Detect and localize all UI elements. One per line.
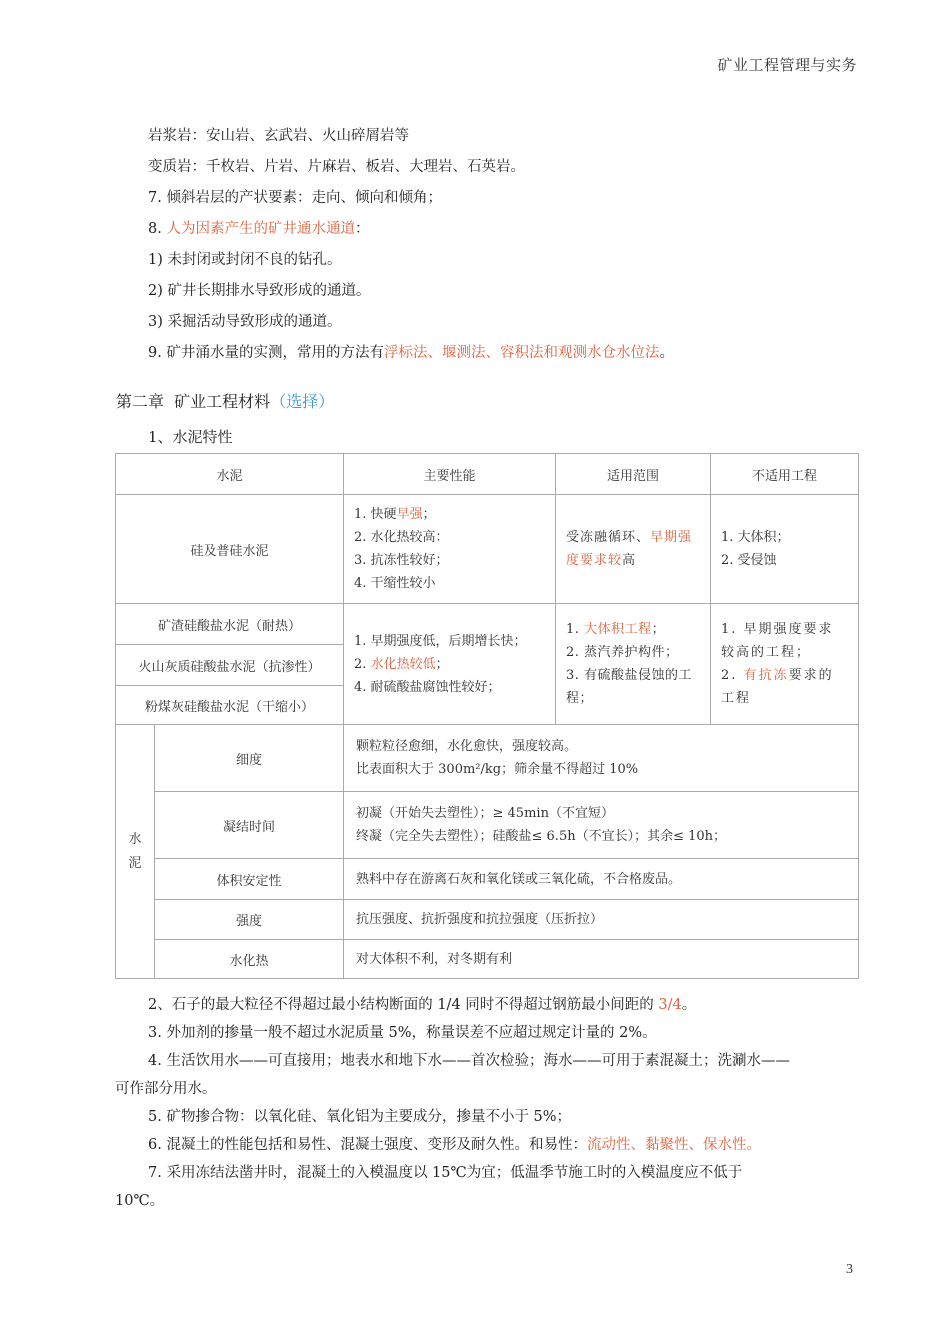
text-prefix: 2、石子的最大粒径不得超过最小结构断面的 1/4 同时不得超过钢筋最小间距的 [148, 997, 659, 1013]
list-item [566, 641, 700, 664]
item-text: ； [651, 622, 666, 637]
property-content [344, 900, 859, 940]
property-name: 体积安定性 [155, 859, 344, 900]
text-prefix: 9. 矿井涌水量的实测，常用的方法有 [148, 345, 384, 361]
item-text: 4. 干缩性较小 [354, 576, 436, 591]
unsuitable-cell [711, 604, 859, 725]
item-text: ； [435, 656, 449, 672]
item-text: ； [422, 507, 436, 522]
vertical-label: 水泥 [128, 831, 142, 871]
performance-cell [344, 495, 556, 604]
item-text: 2. [354, 656, 371, 672]
text-line: 1) 未封闭或封闭不良的钻孔。 [148, 252, 342, 268]
column-header: 不适用工程 [711, 454, 859, 495]
property-name: 强度 [155, 900, 344, 940]
content-line: 颗粒粒径愈细，水化愈快，强度较高。 [356, 739, 578, 754]
item-text: 2. 水化热较高： [354, 530, 449, 545]
column-header: 水泥 [116, 454, 344, 495]
performance-cell [344, 604, 556, 725]
list-item [354, 549, 545, 572]
cement-properties-table [115, 453, 859, 979]
text-prefix: 8. [148, 221, 167, 237]
list-item [354, 653, 545, 676]
text-line: 2) 矿井长期排水导致形成的通道。 [148, 283, 371, 299]
property-content [344, 725, 859, 792]
item-text: 1. 早期强度要求较高的工程； [721, 622, 834, 660]
text-suffix: 。 [681, 997, 697, 1013]
item-text: 高 [622, 553, 637, 568]
page-number: 3 [846, 1262, 853, 1277]
text-suffix: 。 [659, 345, 674, 361]
table-row [116, 792, 859, 859]
text-line: 5. 矿物掺合物：以氧化硅、氧化铝为主要成分，掺量不小于 5%； [148, 1109, 572, 1125]
chapter-title: 第二章 矿业工程材料 [116, 392, 271, 411]
highlight-text: 早期强度要求较 [566, 530, 693, 568]
property-name: 细度 [155, 725, 344, 792]
list-item [721, 618, 848, 664]
table-row [116, 725, 859, 792]
table-row [116, 495, 859, 604]
property-content [344, 792, 859, 859]
column-header: 主要性能 [344, 454, 556, 495]
content-line: 初凝（开始失去塑性）；≥ 45min（不宜短） [356, 806, 614, 821]
cement-name-cell: 粉煤灰硅酸盐水泥（干缩小） [116, 686, 344, 725]
content-line: 对大体积不利，对冬期有利 [356, 951, 513, 967]
highlight-text: 水化热较低 [370, 656, 436, 672]
content-line: 抗压强度、抗折强度和抗拉强度（压折拉） [356, 912, 604, 927]
list-item [566, 618, 700, 641]
text-line: 变质岩：千枚岩、片岩、片麻岩、板岩、大理岩、石英岩。 [148, 159, 525, 175]
text-line: 10℃。 [115, 1193, 165, 1209]
running-header: 矿业工程管理与实务 [717, 56, 857, 74]
property-content [344, 859, 859, 900]
text-line-highlighted [148, 995, 696, 1015]
scope-cell [556, 604, 711, 725]
item-text: 2. 蒸汽养护构件； [566, 645, 679, 660]
text-line: 7. 倾斜岩层的产状要素：走向、倾向和倾角； [148, 190, 442, 206]
list-item [354, 526, 545, 549]
text-line: 7. 采用冻结法凿井时，混凝土的入模温度以 15℃为宜；低温季节施工时的入模温度应不低于 [148, 1165, 743, 1181]
chapter-heading [116, 389, 334, 412]
text-line: 可作部分用水。 [115, 1081, 217, 1097]
item-text: 4. 耐硫酸盐腐蚀性较好； [354, 679, 501, 695]
cement-name-cell: 矿渣硅酸盐水泥（耐热） [116, 604, 344, 645]
table-row [116, 900, 859, 940]
text-line-highlighted [148, 343, 674, 363]
list-item [566, 664, 700, 710]
text-suffix: ： [354, 221, 370, 237]
cement-group-label [116, 725, 155, 979]
item-text: 3. 抗冻性较好； [354, 553, 449, 568]
property-name: 水化热 [155, 940, 344, 979]
highlight-text: 浮标法、堰测法、容积法和观测水仓水位法 [383, 345, 660, 361]
list-item [354, 503, 545, 526]
list-item [354, 630, 545, 653]
scope-cell [556, 495, 711, 604]
property-content [344, 940, 859, 979]
highlight-text: 大体积工程 [584, 622, 652, 637]
section-title: 1、水泥特性 [148, 428, 233, 446]
list-item [354, 572, 545, 595]
column-header: 适用范围 [556, 454, 711, 495]
item-text: 1. 早期强度低，后期增长快； [354, 633, 527, 649]
text-line-highlighted [148, 219, 369, 239]
highlight-text: 流动性、黏聚性、保水性。 [586, 1137, 761, 1153]
highlight-text: 有抗冻 [743, 668, 789, 683]
unsuitable-cell [711, 495, 859, 604]
item-text: 1. [566, 622, 585, 637]
text-line: 4. 生活饮用水——可直接用；地表水和地下水——首次检验；海水——可用于素混凝土；洗涮水—— [148, 1053, 790, 1069]
item-text: 1. 快硬 [354, 507, 397, 522]
highlight-text: 3/4 [658, 997, 682, 1013]
content-line: 比表面积大于 300m²/kg；筛余量不得超过 10% [356, 762, 639, 777]
table-row [116, 604, 859, 645]
text-line-highlighted [148, 1135, 761, 1155]
content-line: 终凝（完全失去塑性）；硅酸盐≤ 6.5h（不宜长）；其余≤ 10h； [356, 829, 727, 844]
item-text: 2. [721, 668, 744, 683]
list-item: 1. 大体积； [721, 530, 790, 545]
property-name: 凝结时间 [155, 792, 344, 859]
item-text: 要求的工程 [721, 668, 834, 706]
text-prefix: 6. 混凝土的性能包括和易性、混凝土强度、变形及耐久性。和易性： [148, 1137, 587, 1153]
list-item [721, 664, 848, 710]
highlight-text: 早强 [396, 507, 423, 522]
cement-name-cell: 火山灰质硅酸盐水泥（抗渗性） [116, 645, 344, 686]
list-item: 2. 受侵蚀 [721, 553, 777, 568]
table-row [116, 859, 859, 900]
table-header-row [116, 454, 859, 495]
item-text: 3. 有硫酸盐侵蚀的工程； [566, 668, 693, 706]
content-line: 熟料中存在游离石灰和氧化镁或三氧化硫，不合格废品。 [356, 871, 682, 887]
item-text: 受冻融循环、 [566, 530, 651, 545]
text-line: 岩浆岩：安山岩、玄武岩、火山碎屑岩等 [148, 128, 409, 144]
cement-name-cell: 硅及普硅水泥 [116, 495, 344, 604]
table-row [116, 940, 859, 979]
text-line: 3) 采掘活动导致形成的通道。 [148, 314, 342, 330]
list-item [354, 676, 545, 699]
highlight-text: 人为因素产生的矿井通水通道 [166, 221, 355, 237]
text-line: 3. 外加剂的掺量一般不超过水泥质量 5%，称量误差不应超过规定计量的 2%。 [148, 1025, 657, 1041]
chapter-tag: （选择） [270, 392, 335, 411]
